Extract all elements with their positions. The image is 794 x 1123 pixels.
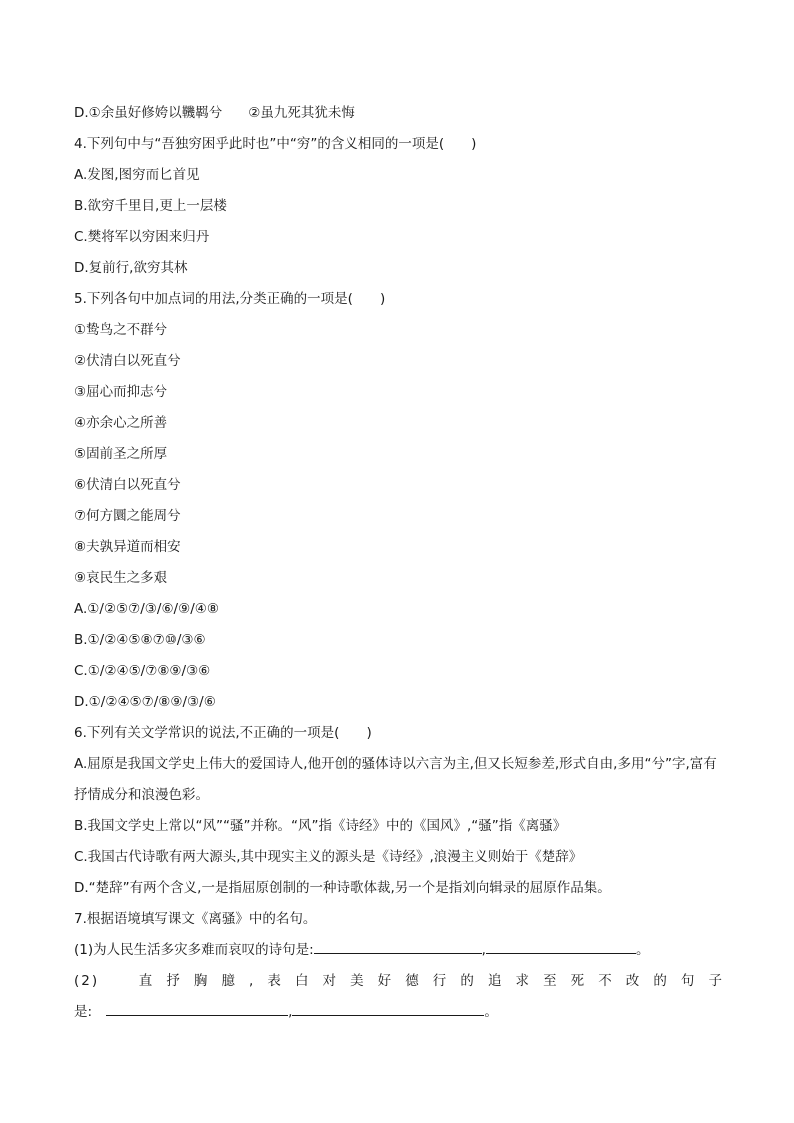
period: 。 <box>635 942 650 958</box>
q3-option-d-part2: ②虽九死其犹未悔 <box>248 105 355 121</box>
q5-option-b: B.①/②④⑤⑧⑦⑩/③⑥ <box>74 632 206 648</box>
period: 。 <box>484 1004 498 1020</box>
q5-option-c: C.①/②④⑤/⑦⑧⑨/③⑥ <box>74 663 211 679</box>
q6-option-a: A.屈原是我国文学史上伟大的爱国诗人,他开创的骚体诗以六言为主,但又长短参差,形式自由,多用“兮”字,富有抒情成分和浪漫色彩。 <box>74 756 717 803</box>
answer-blank-2a[interactable] <box>106 997 288 1016</box>
answer-blank-1a[interactable] <box>314 935 482 954</box>
q5-option-a: A.①/②⑤⑦/③/⑥/⑨/④⑧ <box>74 601 219 617</box>
q6-stem: 6.下列有关文学常识的说法,不正确的一项是( ) <box>74 725 372 741</box>
q3-option-d-part1: D.①余虽好修姱以鞿羁兮 <box>74 105 223 121</box>
q5-stem: 5.下列各句中加点词的用法,分类正确的一项是( ) <box>74 291 386 307</box>
q5-item-1: ①鸷鸟之不群兮 <box>74 322 168 338</box>
q5-item-8: ⑧夫孰异道而相安 <box>74 539 181 555</box>
answer-blank-1b[interactable] <box>486 935 636 954</box>
q5-item-9: ⑨哀民生之多艰 <box>74 570 168 586</box>
q6-option-b: B.我国文学史上常以“风”“骚”并称。“风”指《诗经》中的《国风》,“骚”指《离骚》 <box>74 818 567 834</box>
q5-item-5: ⑤固前圣之所厚 <box>74 446 168 462</box>
q7-stem: 7.根据语境填写课文《离骚》中的名句。 <box>74 911 317 927</box>
q4-option-d: D.复前行,欲穷其林 <box>74 260 188 276</box>
q5-item-3: ③屈心而抑志兮 <box>74 384 168 400</box>
answer-blank-2b[interactable] <box>292 997 484 1016</box>
q4-option-c: C.樊将军以穷困来归丹 <box>74 229 210 245</box>
q7-item-2-text: (2) 直抒胸臆,表白对美好德行的追求至死不改的句子 <box>74 973 724 989</box>
q4-stem: 4.下列句中与“吾独穷困乎此时也”中“穷”的含义相同的一项是( ) <box>74 136 477 152</box>
comma: , <box>288 1004 293 1020</box>
q7-item-1 <box>74 935 724 966</box>
q7-item-1-text: (1)为人民生活多灾多难而哀叹的诗句是: <box>74 942 314 958</box>
q6-option-d: D.“楚辞”有两个含义,一是指屈原创制的一种诗歌体裁,另一个是指刘向辑录的屈原作品集。 <box>74 880 611 896</box>
q4-option-b: B.欲穷千里目,更上一层楼 <box>74 198 227 214</box>
q7-item-2-answer-line <box>74 997 724 1028</box>
q5-item-6: ⑥伏清白以死直兮 <box>74 477 181 493</box>
worksheet-page <box>74 98 724 1028</box>
q4-option-a: A.发图,图穷而匕首见 <box>74 167 200 183</box>
q5-option-d: D.①/②④⑤⑦/⑧⑨/③/⑥ <box>74 694 216 710</box>
q3-option-d <box>74 98 724 129</box>
q5-item-7: ⑦何方圜之能周兮 <box>74 508 181 524</box>
q5-item-2: ②伏清白以死直兮 <box>74 353 181 369</box>
q7-item-2-tail: 是: <box>74 1004 93 1020</box>
q6-option-c: C.我国古代诗歌有两大源头,其中现实主义的源头是《诗经》,浪漫主义则始于《楚辞》 <box>74 849 583 865</box>
q5-item-4: ④亦余心之所善 <box>74 415 168 431</box>
comma: , <box>481 942 486 958</box>
